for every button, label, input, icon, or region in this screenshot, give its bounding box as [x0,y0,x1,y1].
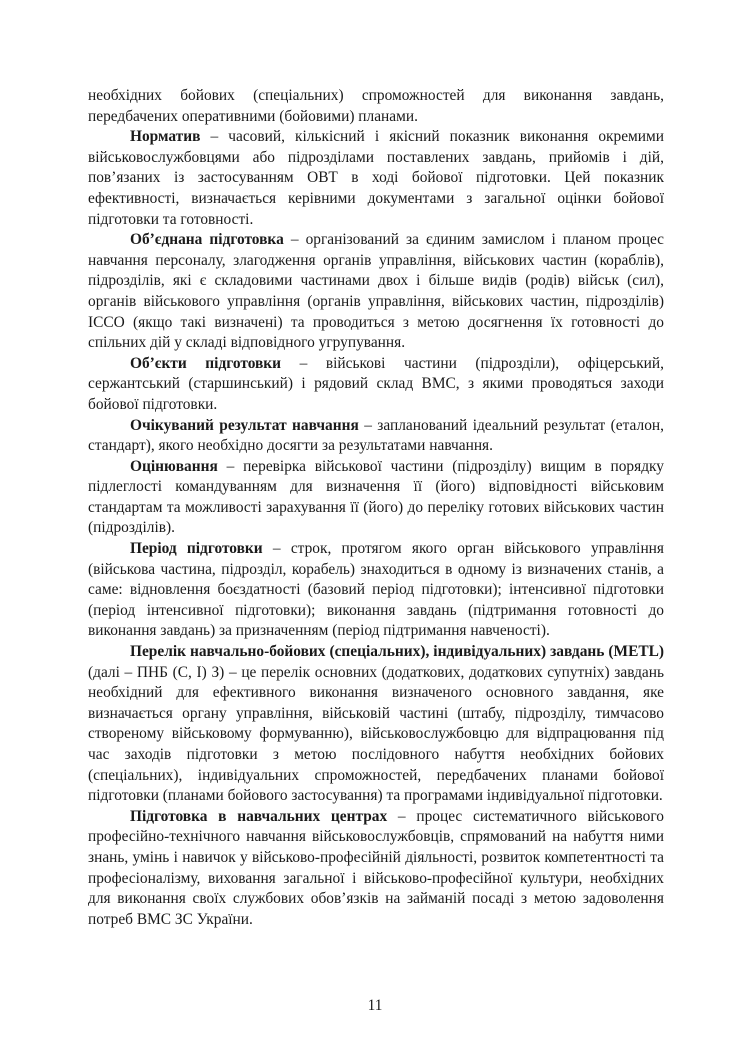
definition-term: Перелік навчально-бойових (спеціальних), індивідуальних) завдань (METL) [130,643,664,661]
definition-text: (далі – ПНБ (С, І) З) – це перелік основних (додаткових, додаткових супутніх) завдань необхідний для ефективного виконання визначеного основного завдання, яке визначається органу управління, військовій частині (штабу, підрозділу, тимчасово створеному військовому формуванню), військовослужбовцю для відпрацювання під час заходів підготовки з метою послідовного набуття необхідних бойових (спеціальних), індивідуальних спроможностей, передбачених планами бойової підготовки (планами бойового застосування) та програмами індивідуальної підготовки. [88,663,664,805]
definition-entry [88,457,664,539]
definition-term: Оцінювання [130,457,218,475]
definition-text: – часовий, кількісний і якісний показник виконання окремими військовослужбовцями або підрозділами поставлених завдань, прийомів і дій, пов’язаних із застосуванням ОВТ в ході бойової підготовки. Цей показник ефективності, визначається керівними документами з загальної оцінки бойової підготовки та готовності. [88,128,664,228]
definition-text: – строк, протягом якого орган військового управління (військова частина, підрозділ, корабель) знаходиться в одному із визначених станів, а саме: відновлення боєздатності (базовий період підготовки); інтенсивної підготовки (період інтенсивної підготовки); виконання завдань (підтримання готовності до виконання завдань) за призначенням (період підтримання навченості). [88,540,665,640]
definition-text: – запланований ідеальний результат (еталон, стандарт), якого необхідно досягти за результатами навчання. [88,416,664,455]
definition-term: Очікуваний результат навчання [130,416,359,434]
definition-entry [88,354,664,416]
definition-text: – процес систематичного військового професійно-технічного навчання військовослужбовців, спрямований на набуття ними знань, умінь і навичок у військово-професійній діяльності, розвиток компетентності та професіоналізму, виховання загальної і військово-професійної культури, необхідних для виконання своїх службових обов’язків на займаній посаді з метою задоволення потреб ВМС ЗС України. [88,807,664,928]
definition-entry [88,416,664,457]
definition-entry [88,539,664,642]
definition-entry [88,807,664,931]
continuation-paragraph: необхідних бойових (спеціальних) спроможностей для виконання завдань, передбачених оперативними (бойовими) планами. [88,87,664,125]
definition-text: – організований за єдиним замислом і планом процес навчання персоналу, злагодження органів управління, військових частин (кораблів), підрозділів, які є складовими частинами двох і більше видів (родів) військ (сил), органів військового управління (органів управління, військових частин, підрозділів) ІССО (якщо такі визначені) та проводиться з метою досягнення їх готовності до спільних дій у складі відповідного угрупування. [88,231,664,352]
definition-term: Об’єкти підготовки [130,354,282,372]
definition-entry [88,230,664,354]
definition-entry [88,127,664,230]
definition-text: – перевірка військової частини (підрозділу) вищим в порядку підлеглості командуванням для визначення її (його) відповідності військовим стандартам та можливості зарахування її (його) до переліку готових військових частин (підрозділів). [88,457,664,537]
definition-term: Об’єднана підготовка [130,231,284,249]
definition-entry [88,642,664,807]
definition-term: Підготовка в навчальних центрах [130,807,388,825]
page-number: 11 [367,997,383,1014]
definition-text: – військові частини (підрозділи), офіцерський, сержантський (старшинський) і рядовий склад ВМС, з якими проводяться заходи бойової підготовки. [88,354,664,413]
definition-term: Період підготовки [130,540,263,558]
document-body [88,86,664,930]
definition-term: Норматив [130,128,201,146]
